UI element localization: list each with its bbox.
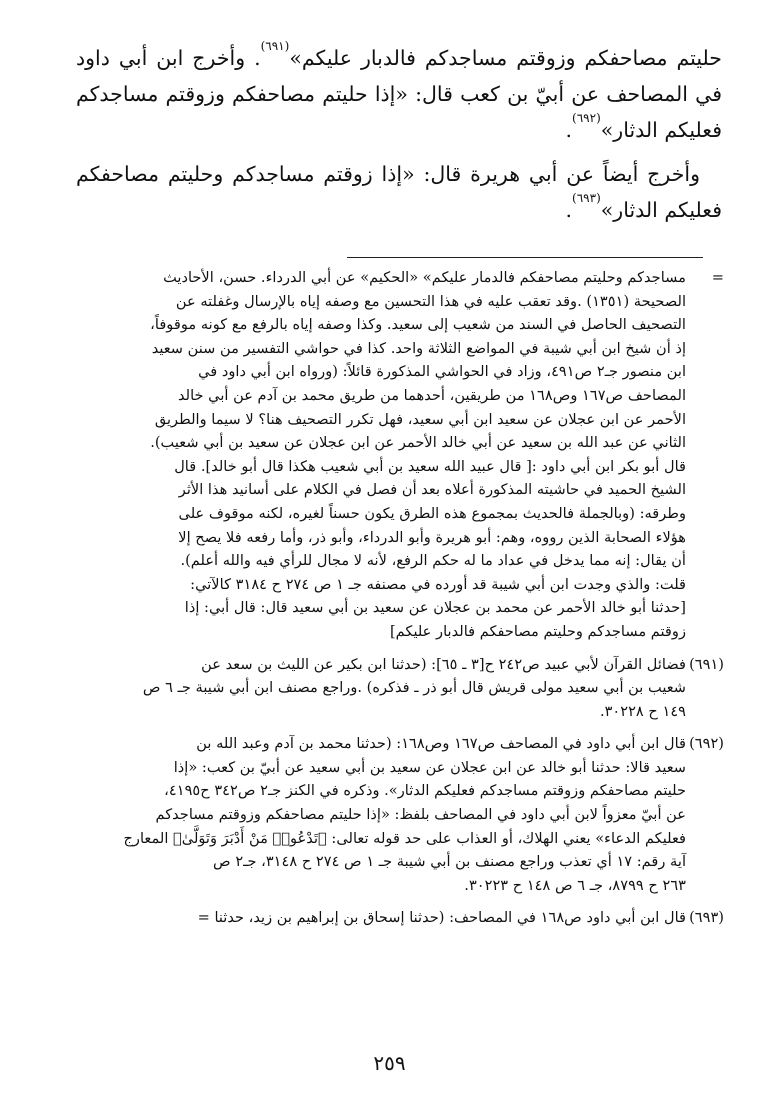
footnote-line: التصحيف الحاصل في السند من شعيب إلى سعيد. وكذا وصفه إياه بالرفع مع كونه موقوفاً، — [150, 316, 686, 334]
footnote-line: قال أبو بكر ابن أبي داود :[ قال عبيد الله سعيد بن أبي شعيب هكذا قال أبو خالد]. قال — [174, 457, 686, 475]
footnote-body — [76, 732, 686, 897]
footnote-line: الثاني عن عبد الله بن سعيد عن أبي خالد الأحمر عن ابن عجلان عن سعيد بن أبي شعيب). — [150, 434, 686, 452]
footnote-line: فضائل القرآن لأبي عبيد ص٢٤٢ ح[٣ ـ ٦٥]: (حدثنا ابن بكير عن الليث بن سعد عن — [201, 655, 686, 673]
footnote-line: هؤلاء الصحابة الذين رووه، وهم: أبو هريرة وأبو الدرداء، وأبو ذر، وأما رفعه فلا يصح إلا — [178, 528, 686, 546]
page-number: ٢٥٩ — [373, 1051, 406, 1075]
footnote-body — [76, 653, 686, 724]
footnote-line: فعليكم الدعاء» يعني الهلاك، أو العذاب على حد قوله تعالى: ﴿تَدْعُوا۟ مَنْ أَدْبَرَ وَتَوَلَّىٰ﴾ المعارج — [123, 829, 686, 847]
text-span: . — [565, 198, 573, 222]
footnote-line: [حدثنا أبو خالد الأحمر عن محمد بن عجلان عن سعيد بن أبي سعيد قال: قال أبي: إذا — [184, 599, 686, 617]
footnote-continued — [76, 266, 724, 644]
text-span: حليتم مصاحفكم وزوقتم مساجدكم فالدبار عليكم» — [289, 46, 722, 70]
footnote-692 — [76, 732, 724, 897]
footnote-691 — [76, 653, 724, 724]
text-span: وأخرج أيضاً عن أبي هريرة قال: «إذا زوقتم مساجدكم وحليتم مصاحفكم فعليكم الدثار» — [76, 162, 722, 222]
footnote-line: الأحمر عن ابن عجلان عن سعيد ابن أبي سعيد، فهل تكرر التصحيف هنا؟ لا سيما والطريق — [154, 410, 686, 428]
footnote-number: (٦٩١) — [689, 655, 724, 673]
footnote-separator — [347, 257, 703, 258]
footnote-line: زوقتم مساجدكم وحليتم مصاحفكم فالدبار عليكم] — [389, 622, 686, 640]
footnote-line: آية رقم: ١٧ أي تعذب وراجع مصنف بن أبي شيبة جـ ١ ص ٢٧٤ ح ٣١٤٨، جـ٢ ص — [213, 853, 686, 871]
footnote-line: ١٤٩ ح ٣٠٢٢٨. — [599, 702, 686, 720]
main-paragraph-1 — [76, 40, 722, 148]
footnote-line: وطرقه: (وبالجملة فالحديث بمجموع هذه الطرق يكون حسناً لغيره، لكنه موقوف على — [178, 504, 686, 522]
footnote-line: المصاحف ص١٦٧ وص١٦٨ من طريقين، أحدهما من طريق محمد بن آدم عن أبي خالد — [177, 386, 686, 404]
main-text — [76, 40, 722, 236]
footnote-line: ٢٦٣ ح ٨٧٩٩، جـ ٦ ص ١٤٨ ح ٣٠٢٢٣. — [464, 876, 686, 894]
footnote-body — [76, 906, 686, 930]
footnote-line: ابن منصور جـ٢ ص٤٩١، وزاد في الحواشي المذكورة قائلاً: (ورواه ابن أبي داود في — [198, 363, 686, 381]
footnote-line: سعيد قالا: حدثنا أبو خالد عن ابن عجلان عن سعيد بن أبي سعيد عن أبيّ بن كعب: «إذا — [173, 758, 686, 776]
footnote-line: إذ أن شيخ ابن أبي شيبة في المواضع الثلاثة واحد. كذا في حواشي التفسير من سنن سعيد — [151, 339, 686, 357]
footnote-693 — [76, 906, 724, 930]
footnote-number: (٦٩٣) — [689, 909, 724, 927]
footnote-ref-692[interactable]: (٦٩٢) — [572, 111, 601, 125]
footnote-line: الشيخ الحميد في حاشيته المذكورة أعلاه بعد أن فصل في الكلام على أسانيد هذا الأثر — [178, 481, 686, 499]
footnote-number: = — [711, 269, 724, 286]
footnote-line: قال ابن أبي داود في المصاحف ص١٦٧ وص١٦٨: (حدثنا محمد بن آدم وعبد الله بن — [196, 735, 686, 753]
footnote-ref-693[interactable]: (٦٩٣) — [572, 191, 601, 205]
footnote-line: شعيب بن أبي سعيد مولى قريش قال أبو ذر ـ فذكره) .وراجع مصنف ابن أبي شيبة جـ ٦ ص — [142, 679, 686, 697]
footnote-line: مساجدكم وحليتم مصاحفكم فالدمار عليكم» «الحكيم» عن أبي الدرداء. حسن، الأحاديث — [163, 269, 686, 286]
text-span: . وأخرج ابن أبي داود في المصاحف عن أبيّ بن كعب قال: «إذا حليتم مصاحفكم وزوقتم مساجدكم فعليكم الدثار» — [76, 46, 722, 142]
footnote-line: حليتم مصاحفكم وزوقتم مساجدكم فعليكم الدثار». وذكره في الكنز جـ٢ ص٣٤٢ ح٤١٩٥، — [164, 782, 686, 800]
footnote-line: أن يقال: إنه مما يدخل في عداد ما له حكم الرفع، لأنه لا مجال للرأي فيه والله أعلم). — [180, 552, 686, 570]
footnote-ref-691[interactable]: (٦٩١) — [260, 39, 290, 53]
footnotes — [76, 266, 724, 939]
footnote-line: قلت: والذي وجدت ابن أبي شيبة قد أورده في مصنفه جـ ١ ص ٢٧٤ ح ٣١٨٤ كالآتي: — [190, 575, 686, 593]
footnote-line: الصحيحة (١٣٥١) .وقد تعقب عليه في هذا التحسين مع وصفه إياه بالإرسال وغفلته عن — [175, 292, 686, 310]
footnote-line: قال ابن أبي داود ص١٦٨ في المصاحف: (حدثنا إسحاق بن إبراهيم بن زيد، حدثنا = — [197, 909, 686, 927]
footnote-line: عن أبيّ معزواً لابن أبي داود في المصاحف بلفظ: «إذا حليتم مصاحفكم وزوقتم مساجدكم — [155, 806, 686, 824]
main-paragraph-2 — [76, 156, 722, 228]
text-span: . — [565, 118, 573, 142]
footnote-body — [76, 266, 686, 644]
footnote-number: (٦٩٢) — [689, 735, 724, 753]
